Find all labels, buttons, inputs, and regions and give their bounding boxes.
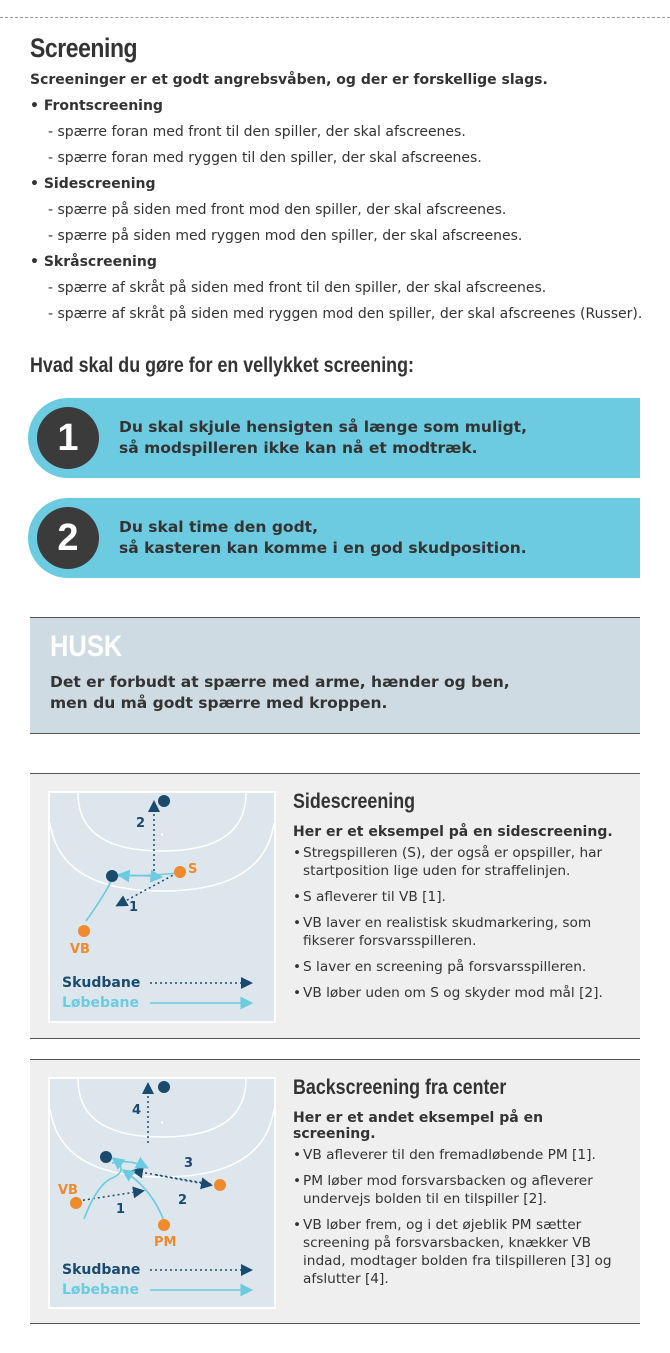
label-3: 3 <box>184 1156 194 1171</box>
example-info <box>293 1076 628 1296</box>
label-1: 1 <box>116 1202 126 1217</box>
example-sidescreening <box>30 773 640 1039</box>
husk-line: Det er forbudt at spærre med arme, hænder og ben, <box>50 673 510 691</box>
label-2: 2 <box>178 1193 188 1208</box>
example-bullets <box>293 1146 628 1288</box>
type-item: - spærre foran med front til den spiller, der skal afscreenes. <box>48 124 466 140</box>
list-item: • S afleverer til VB [1]. <box>293 888 628 906</box>
example-lead: Her er et eksempel på en sidescreening. <box>293 824 613 840</box>
husk-line: men du må godt spærre med kroppen. <box>50 694 388 712</box>
run-path-vb <box>86 875 160 921</box>
label-1: 1 <box>129 900 139 915</box>
label-4: 4 <box>132 1103 142 1118</box>
player-vb <box>78 925 90 937</box>
husk-title: HUSK <box>50 630 123 663</box>
legend-run-label: Løbebane <box>62 995 139 1011</box>
top-dashed-divider <box>0 17 670 18</box>
court-diagram <box>48 1077 276 1309</box>
page-title: Screening <box>30 33 138 63</box>
step-number: 2 <box>37 507 99 569</box>
list-item: • VB løber frem, og i det øjeblik PM sætter screening på forsvarsbacken, knækker VB indad, modtager bolden fra tilspilleren [3] og afslutter [4]. <box>293 1216 628 1288</box>
type-item: - spærre af skråt på siden med ryggen mod den spiller, der skal afscreenes (Russer). <box>48 306 643 322</box>
label-s: S <box>188 862 198 877</box>
player-tilspiller <box>214 1179 226 1191</box>
label-vb: VB <box>70 942 90 957</box>
player-goal <box>158 795 170 807</box>
step-1 <box>28 398 640 478</box>
example-title: Sidescreening <box>293 790 416 813</box>
example-backscreening <box>30 1059 640 1324</box>
list-item: • VB løber uden om S og skyder mod mål [2]. <box>293 984 628 1002</box>
intro-text: Screeninger er et godt angrebsvåben, og der er forskellige slags. <box>30 72 548 88</box>
step-line: Du skal skjule hensigten så længe som muligt, <box>119 418 527 436</box>
type-item: - spærre af skråt på siden med front til den spiller, der skal afscreenes. <box>48 280 547 296</box>
court-diagram <box>48 791 276 1023</box>
screening-types-list <box>30 95 650 329</box>
step-text <box>119 517 527 559</box>
list-item: • Stregspilleren (S), der også er opspiller, har startposition lige uden for straffelinjen. <box>293 844 628 880</box>
type-item: - spærre foran med ryggen til den spiller, der skal afscreenes. <box>48 150 482 166</box>
run-path-s <box>120 873 178 876</box>
step-line: Du skal time den godt, <box>119 518 318 536</box>
defender <box>100 1151 112 1163</box>
type-name: • Frontscreening <box>30 98 163 114</box>
label-vb: VB <box>58 1183 78 1198</box>
player-goal <box>158 1081 170 1093</box>
example-info <box>293 790 628 1010</box>
step-line: så modspilleren ikke kan nå et modtræk. <box>119 439 478 457</box>
step-text <box>119 417 527 459</box>
player-vb <box>70 1197 82 1209</box>
run-path-pm <box>124 1171 164 1221</box>
player-pm <box>158 1219 170 1231</box>
step-2 <box>28 498 640 578</box>
type-item: - spærre på siden med ryggen mod den spiller, der skal afscreenes. <box>48 228 523 244</box>
legend-run-label: Løbebane <box>62 1282 139 1298</box>
example-lead: Her er et andet eksempel på en screening. <box>293 1110 544 1142</box>
list-item: • PM løber mod forsvarsbacken og afleverer undervejs bolden til en tilspiller [2]. <box>293 1172 628 1208</box>
legend-shot-label: Skudbane <box>62 1262 141 1278</box>
example-title: Backscreening fra center <box>293 1076 507 1099</box>
court-diagram-svg <box>50 1079 274 1307</box>
pass-path-1 <box>78 1191 142 1201</box>
step-number: 1 <box>37 407 99 469</box>
list-item: • S laver en screening på forsvarsspilleren. <box>293 958 628 976</box>
legend-shot-label: Skudbane <box>62 975 141 991</box>
player-s <box>174 866 186 878</box>
type-name: • Skråscreening <box>30 254 157 270</box>
label-2: 2 <box>136 816 146 831</box>
type-name: • Sidescreening <box>30 176 156 192</box>
list-item: • VB laver en realistisk skudmarkering, som fikserer forsvarsspilleren. <box>293 914 628 950</box>
husk-body <box>50 672 510 714</box>
example-bullets <box>293 844 628 1002</box>
defender <box>106 870 118 882</box>
step-line: så kasteren kan komme i en god skudposition. <box>119 539 527 557</box>
free-throw-line <box>50 1109 274 1177</box>
steps-heading: Hvad skal du gøre for en vellykket screening: <box>30 354 414 377</box>
husk-box <box>30 617 640 734</box>
list-item: • VB afleverer til den fremadløbende PM [1]. <box>293 1146 628 1164</box>
label-pm: PM <box>154 1235 177 1250</box>
type-item: - spærre på siden med front mod den spiller, der skal afscreenes. <box>48 202 507 218</box>
court-diagram-svg <box>50 793 274 1021</box>
run-path-screen <box>112 1162 146 1167</box>
